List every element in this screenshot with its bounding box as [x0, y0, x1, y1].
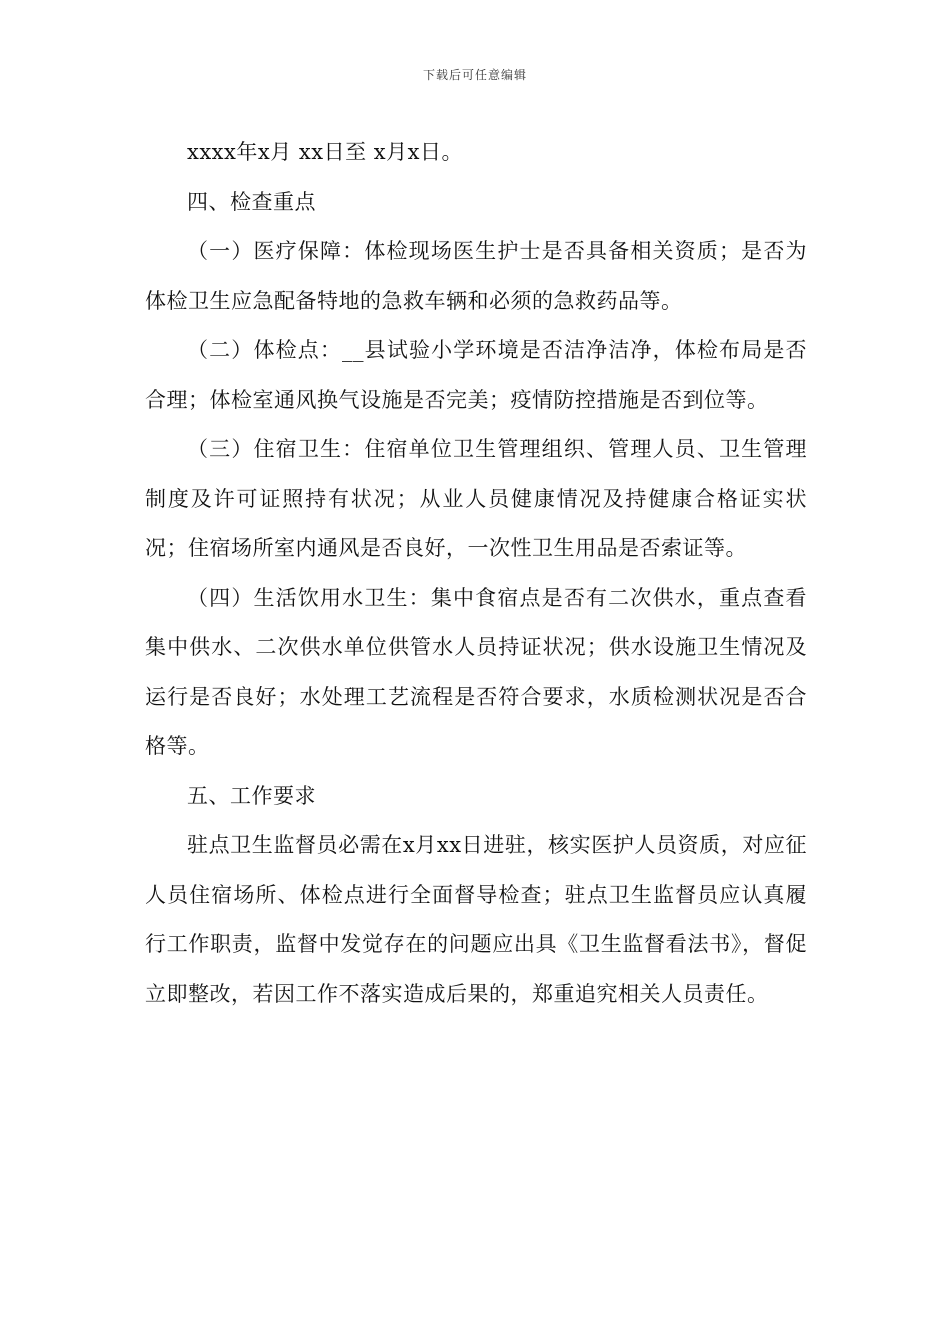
- paragraph-medical-support: （一）医疗保障：体检现场医生护士是否具备相关资质；是否为体检卫生应急配备特地的急救车辆和必须的急救药品等。: [145, 239, 807, 313]
- paragraph-drinking-water-hygiene: （四）生活饮用水卫生：集中食宿点是否有二次供水，重点查看集中供水、二次供水单位供管水人员持证状况；供水设施卫生情况及运行是否良好；水处理工艺流程是否符合要求，水质检测状况是否合格等。: [145, 585, 807, 758]
- section-heading-work-requirements: 五、工作要求: [187, 783, 316, 808]
- page-header: 下载后可任意编辑: [422, 68, 527, 82]
- paragraph-accommodation-hygiene: （三）住宿卫生：住宿单位卫生管理组织、管理人员、卫生管理制度及许可证照持有状况；从业人员健康情况及持健康合格证实状况；住宿场所室内通风是否良好，一次性卫生用品是否索证等。: [145, 437, 807, 560]
- paragraph-work-requirements: 驻点卫生监督员必需在x月xx日进驻，核实医护人员资质，对应征人员住宿场所、体检点进行全面督导检查；驻点卫生监督员应认真履行工作职责，监督中发觉存在的问题应出具《卫生监督看法书》，督促立即整改，若因工作不落实造成后果的，郑重追究相关人员责任。: [145, 833, 807, 1006]
- document-body: [145, 128, 807, 1019]
- paragraph-exam-site: （二）体检点：__县试验小学环境是否洁净洁净，体检布局是否合理；体检室通风换气设施是否完美；疫情防控措施是否到位等。: [145, 338, 807, 412]
- paragraph-date-range: xxxx年x月 xx日至 x月x日。: [187, 140, 463, 164]
- section-heading-inspection-focus: 四、检查重点: [187, 189, 316, 214]
